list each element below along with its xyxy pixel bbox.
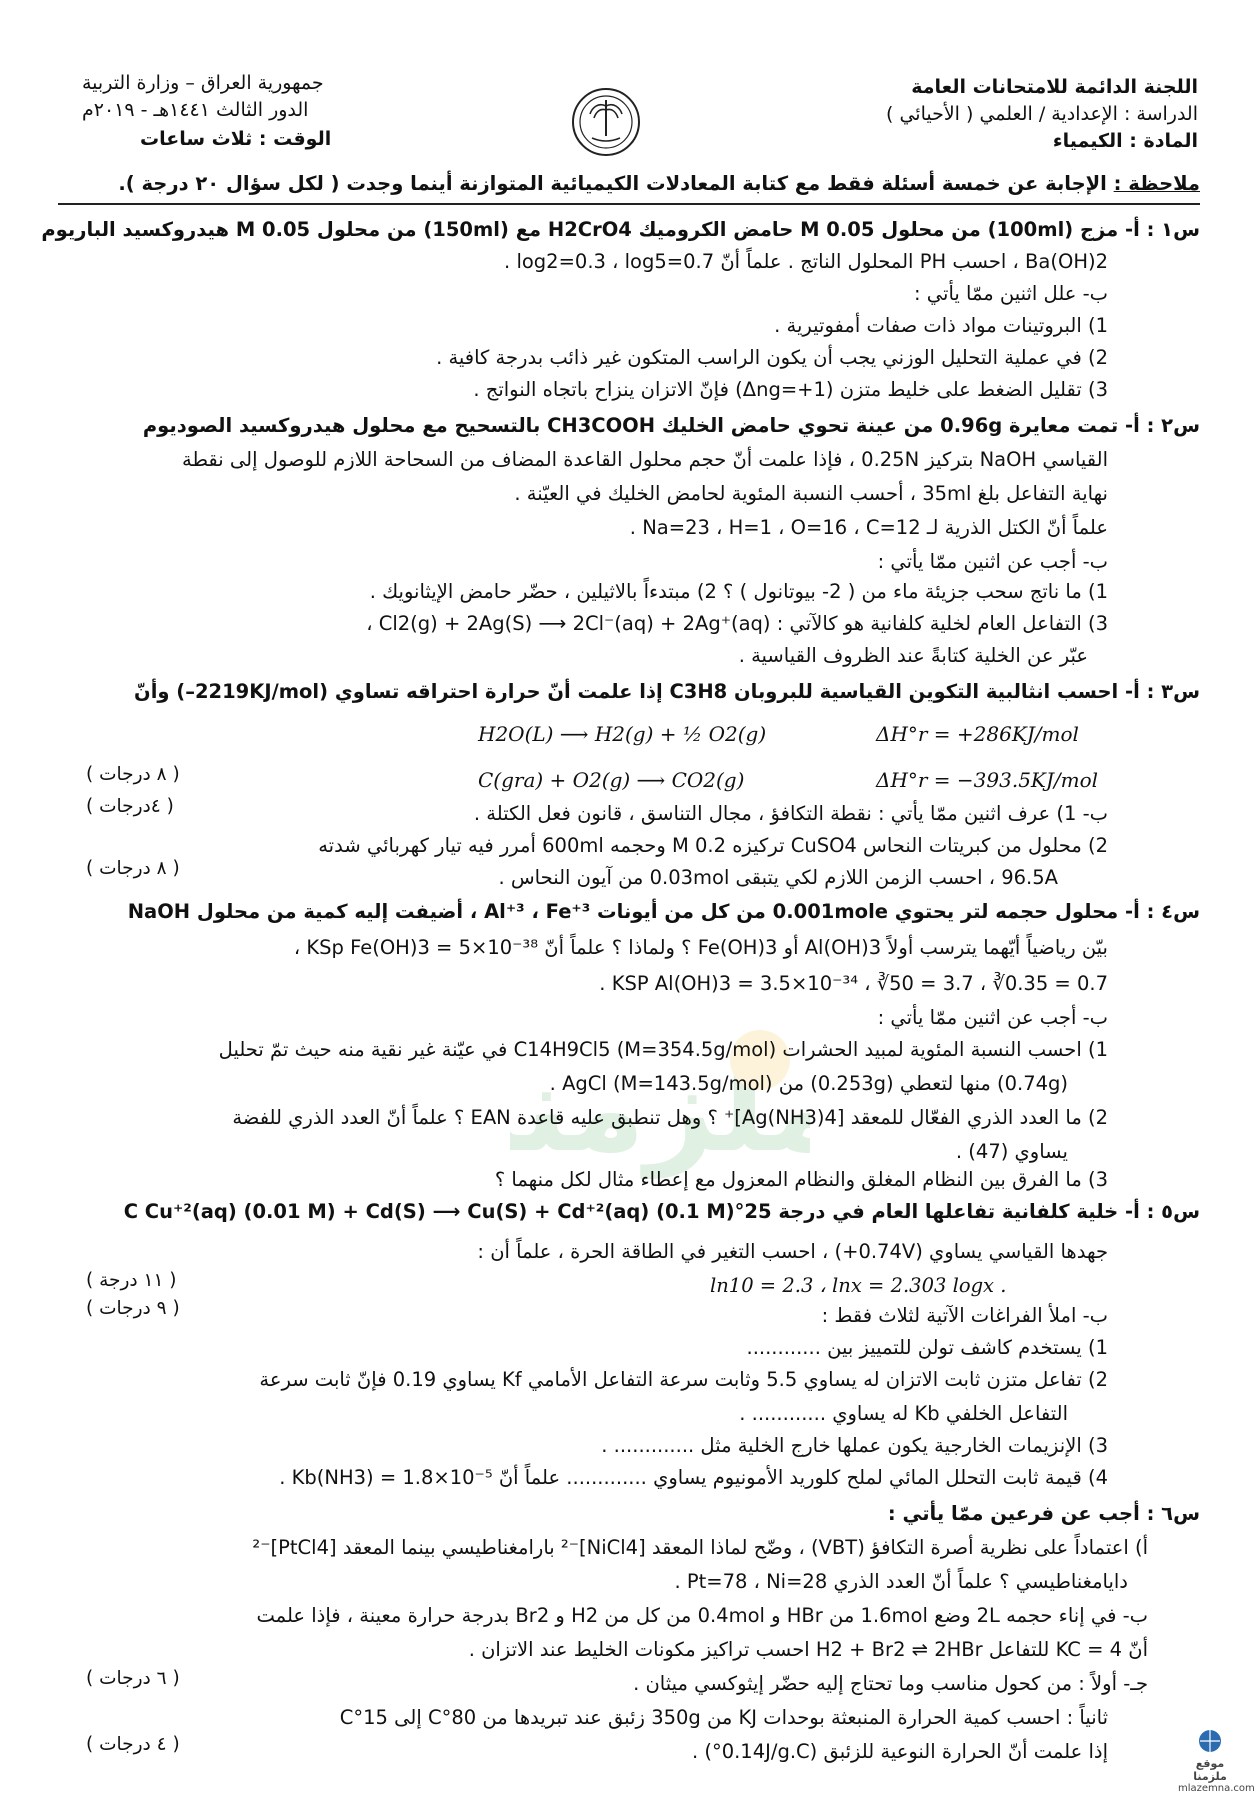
q1-b-3: 3) تقليل الضغط على خليط متزن (Δng=+1) فإنّ الاتزان ينزاح باتجاه النواتج .: [473, 378, 1108, 401]
mark-q3-a: ( ٨ درجات ): [86, 764, 180, 785]
q4-b-1-cont: (0.74g) منها لتعطي (0.253g) من AgCl (M=143.5g/mol) .: [549, 1072, 1068, 1095]
q4-a-2: بيّن رياضياً أيّهما يترسب أولاً Al(OH)3 أو Fe(OH)3 ؟ ولماذا ؟ علماً أنّ KSp Fe(OH)3 = 5×10⁻³⁸ ،: [293, 936, 1108, 959]
note-text: الإجابة عن خمسة أسئلة فقط مع كتابة المعادلات الكيميائية المتوازنة أينما وجدت ( لكل سؤال ٢٠ درجة ).: [118, 172, 1114, 195]
mark-q6-c2: ( ٤ درجات ): [86, 1734, 180, 1755]
q5-b-1: 1) يستخدم كاشف تولن للتمييز بين ............: [746, 1336, 1108, 1359]
site-name: موقع ملزمنا: [1193, 1757, 1227, 1783]
q5-b: ب- املأ الفراغات الآتية لثلاث فقط :: [821, 1304, 1108, 1327]
country-ministry: جمهورية العراق – وزارة التربية: [82, 72, 324, 94]
subject: المادة : الكيمياء: [1052, 130, 1198, 152]
q1-b-1: 1) البروتينات مواد ذات صفات أمفوتيرية .: [774, 314, 1108, 337]
q1-a-cont: Ba(OH)2 ، احسب PH المحلول الناتج . علماً أنّ log2=0.3 ، log5=0.7 .: [504, 250, 1108, 273]
exam-time: الوقت : ثلاث ساعات: [140, 128, 332, 150]
q6-a-cont: دايامغناطيسي ؟ علماً أنّ العدد الذري Pt=78 ، Ni=28 .: [674, 1570, 1128, 1593]
q1-a: س١ : أ- مزج (100ml) من محلول 0.05 M حامض الكروميك H2CrO4 مع (150ml) من محلول 0.05 M هيدروكسيد الباريوم: [41, 218, 1200, 241]
q2-b-1-2: 1) ما ناتج سحب جزيئة ماء من ( 2- بيوتانول ) ؟ 2) مبتدءاً بالاثيلين ، حضّر حامض الإيثانويك .: [369, 580, 1108, 603]
q4-a-3: KSP Al(OH)3 = 3.5×10⁻³⁴ ، ∛50 = 3.7 ، ∛0.35 = 0.7 .: [599, 972, 1108, 995]
q6-b-cont: أنّ KC = 4 للتفاعل H2 + Br2 ⇌ 2HBr احسب تراكيز مكونات الخليط عند الاتزان .: [468, 1638, 1148, 1661]
q2-b-3: 3) التفاعل العام لخلية كلفانية هو كالآتي : Cl2(g) + 2Ag(S) ⟶ 2Cl⁻(aq) + 2Ag⁺(aq) ،: [366, 612, 1108, 635]
q4-b-1: 1) احسب النسبة المئوية لمبيد الحشرات C14H9Cl5 (M=354.5g/mol) في عيّنة غير نقية منه حيث تمّ تحليل: [218, 1038, 1108, 1061]
mark-q5-a: ( ١١ درجة ): [86, 1270, 177, 1291]
q6-c-2: ثانياً : احسب كمية الحرارة المنبعثة بوحدات KJ من 350g زئبق عند تبريدها من 80°C إلى 15°C: [339, 1706, 1108, 1729]
note-label: ملاحظة :: [1113, 172, 1200, 195]
committee-title: اللجنة الدائمة للامتحانات العامة: [911, 76, 1198, 98]
q4-b-2: 2) ما العدد الذري الفعّال للمعقد [Ag(NH3)4]⁺ ؟ وهل تنطبق عليه قاعدة EAN ؟ علماً أنّ العدد الذري للفضة: [232, 1106, 1108, 1129]
globe-icon: [1197, 1728, 1223, 1754]
q4-b-2-cont: يساوي (47) .: [955, 1140, 1068, 1163]
mark-q3-b2: ( ٨ درجات ): [86, 858, 180, 879]
q5-a-2: جهدها القياسي يساوي (0.74V+) ، احسب التغير في الطاقة الحرة ، علماً أن :: [477, 1240, 1108, 1263]
q2-b-3-cont: عبّر عن الخلية كتابةً عند الظروف القياسية .: [738, 644, 1088, 667]
q1-b: ب- علل اثنين ممّا يأتي :: [914, 282, 1108, 305]
q4-a: س٤ : أ- محلول حجمه لتر يحتوي 0.001mole من كل من أيونات Al⁺³ ، Fe⁺³ ، أضيفت إليه كمية من محلول NaOH: [127, 900, 1200, 923]
svg-text:ملزمنا: لزمن: [521, 1040, 769, 1179]
q3-b-2-cont: 96.5A ، احسب الزمن اللازم لكي يتبقى 0.03mol من آيون النحاس .: [498, 866, 1058, 889]
q4-b-3: 3) ما الفرق بين النظام المغلق والنظام المعزول مع إعطاء مثال لكل منهما ؟: [494, 1168, 1108, 1191]
ministry-logo: [570, 86, 642, 162]
q5-b-4: 4) قيمة ثابت التحلل المائي لملح كلوريد الأمونيوم يساوي ............. علماً أنّ Kb(NH3) = 1.8×10⁻⁵ .: [279, 1466, 1108, 1489]
q6-c-1: جـ- أولاً : من كحول مناسب وما تحتاج إليه حضّر إيثوكسي ميثان .: [633, 1672, 1148, 1695]
exam-round: الدور الثالث ١٤٤١هـ - ٢٠١٩م: [82, 99, 309, 121]
q3-b-1: ب- 1) عرف اثنين ممّا يأتي : نقطة التكافؤ ، مجال التناسق ، قانون فعل الكتلة .: [473, 802, 1108, 825]
eq-water-dh: ΔH°r = +286KJ/mol: [876, 722, 1079, 746]
mark-q3-b1: ( ٤درجات ): [86, 796, 174, 817]
q2-a: س٢ : أ- تمت معايرة 0.96g من عينة تحوي حامض الخليك CH3COOH بالتسحيح مع محلول هيدروكسيد الصوديوم: [142, 414, 1200, 437]
q5-a-logs: ln10 = 2.3 ، lnx = 2.303 logx .: [710, 1274, 1007, 1297]
q3-b-2: 2) محلول من كبريتات النحاس CuSO4 تركيزه 0.2 M وحجمه 600ml أمرر فيه تيار كهربائي شدته: [318, 834, 1108, 857]
eq-carbon-dh: ΔH°r = −393.5KJ/mol: [876, 768, 1099, 792]
site-url: mlazemna.com: [1178, 1783, 1255, 1794]
q6-b: ب- في إناء حجمه 2L وضع 1.6mol من HBr و 0.4mol من كل من H2 و Br2 بدرجة حرارة معينة ، فإذا علمت: [256, 1604, 1148, 1627]
q6-c-2-cont: إذا علمت أنّ الحرارة النوعية للزئبق (0.14J/g.C°) .: [691, 1740, 1108, 1763]
q2-a-2: القياسي NaOH بتركيز 0.25N ، فإذا علمت أنّ حجم محلول القاعدة المضاف من السحاحة اللازم للوصول إلى نقطة: [181, 448, 1108, 471]
q5-b-2-cont: التفاعل الخلفي Kb له يساوي ............ .: [739, 1402, 1068, 1425]
q5-a: س٥ : أ- خلية كلفانية تفاعلها العام في درجة 25°C Cu⁺²(aq) (0.01 M) + Cd(S) ⟶ Cu(S) + Cd⁺²(aq) (0.1 M): [123, 1200, 1200, 1223]
q2-b: ب- أجب عن اثنين ممّا يأتي :: [877, 550, 1108, 573]
q5-b-2: 2) تفاعل متزن ثابت الاتزان له يساوي 5.5 وثابت سرعة التفاعل الأمامي Kf يساوي 0.19 فإنّ ثابت سرعة: [259, 1368, 1108, 1391]
header-divider: [58, 203, 1200, 205]
eq-carbon-combustion: C(gra) + O2(g) ⟶ CO2(g): [478, 768, 745, 792]
instructions-note: [118, 172, 1200, 195]
q4-b: ب- أجب عن اثنين ممّا يأتي :: [877, 1006, 1108, 1029]
q5-b-3: 3) الإنزيمات الخارجية يكون عملها خارج الخلية مثل ............. .: [601, 1434, 1108, 1457]
q6: س٦ : أجب عن فرعين ممّا يأتي :: [887, 1502, 1200, 1525]
q1-b-2: 2) في عملية التحليل الوزني يجب أن يكون الراسب المتكون غير ذائب بدرجة كافية .: [436, 346, 1108, 369]
q3-a: س٣ : أ- احسب انثالبية التكوين القياسية للبروبان C3H8 إذا علمت أنّ حرارة احتراقه تساوي (2219KJ/mol–) وأنّ: [134, 680, 1200, 703]
site-logo: [1178, 1728, 1255, 1794]
q2-a-4: علماً أنّ الكتل الذرية لـ Na=23 ، H=1 ، O=16 ، C=12 .: [629, 516, 1108, 539]
study-branch: الدراسة : الإعدادية / العلمي ( الأحيائي ): [886, 103, 1198, 125]
q6-a: أ) اعتماداً على نظرية أصرة التكافؤ (VBT) ، وضّح لماذا المعقد [NiCl4]⁻² بارامغناطيسي بينما المعقد [PtCl4]⁻²: [252, 1536, 1148, 1559]
eq-water-decomposition: H2O(L) ⟶ H2(g) + ½ O2(g): [478, 722, 767, 746]
mark-q6-c1: ( ٦ درجات ): [86, 1668, 180, 1689]
q2-a-3: نهاية التفاعل بلغ 35ml ، أحسب النسبة المئوية لحامض الخليك في العيّنة .: [514, 482, 1108, 505]
mark-q5-b: ( ٩ درجات ): [86, 1298, 180, 1319]
